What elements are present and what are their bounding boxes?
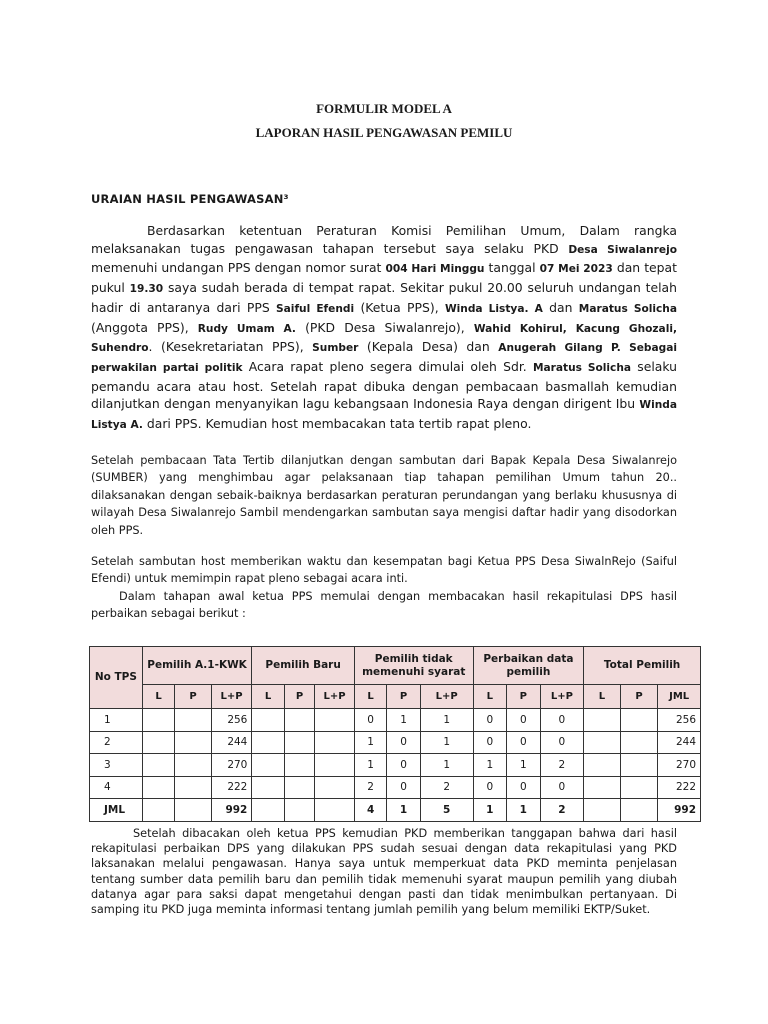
pkd-response-text: Setelah dibacakan oleh ketua PPS kemudian PKD memberikan tanggapan bahwa dari hasil rekapitulasi perbaikan DPS yang dilakukan PPS sudah sesuai dengan data rekapitulasi yang PKD laksanakan melalui pengawasan. Hanya saya untuk memperkuat data PKD meminta penjelasan tentang sumber data pemilih baru dan pemilih tidak memenuhi syarat maupun pemilih yang diubah datanya agar para saksi dapat mengetahui dengan pasti dan tidak menimbulkan pertanyaan. Di samping itu PKD juga meminta informasi tentang jumlah pemilih yang belum memiliki EKTP/Suket. bbox=[91, 827, 677, 917]
cell-tms-p: 0 bbox=[387, 776, 420, 799]
cell-perb-lp: 0 bbox=[540, 709, 584, 732]
text-run: dari PPS. Kemudian host membacakan tata tertib rapat pleno. bbox=[142, 416, 532, 432]
text-run: Berdasarkan ketentuan Peraturan Komisi Pemilihan Umum, Dalam rangka melaksanakan tugas pengawasan tahapan tersebut saya selaku PKD bbox=[91, 223, 677, 256]
cell-baru-lp bbox=[315, 776, 355, 799]
cell-a1-lp: 256 bbox=[211, 709, 252, 732]
cell-tps: 3 bbox=[90, 754, 143, 777]
cell-a1-lp: 244 bbox=[211, 731, 252, 754]
cell-baru-lp bbox=[315, 754, 355, 777]
cell-a1-l bbox=[142, 799, 174, 822]
cell-a1-p bbox=[175, 709, 212, 732]
cell-tot-jml: 992 bbox=[658, 799, 701, 822]
cell-tms-p: 0 bbox=[387, 731, 420, 754]
cell-perb-p: 1 bbox=[507, 754, 540, 777]
cell-baru-p bbox=[284, 754, 314, 777]
text-run: tanggal bbox=[484, 260, 540, 276]
recap-intro-sentence: Dalam tahapan awal ketua PPS memulai dengan membacakan hasil rekapitulasi DPS hasil perbaikan sebagai berikut : bbox=[91, 589, 677, 621]
cell-baru-l bbox=[252, 776, 284, 799]
cell-tps: 4 bbox=[90, 776, 143, 799]
report-title: LAPORAN HASIL PENGAWASAN PEMILU bbox=[255, 125, 513, 140]
cell-tms-lp: 5 bbox=[420, 799, 473, 822]
bold-run: Desa Siwalanrejo bbox=[568, 243, 677, 256]
bold-run: 004 Hari Minggu bbox=[385, 263, 485, 276]
table-row bbox=[90, 731, 701, 754]
cell-tms-p: 1 bbox=[387, 799, 420, 822]
cell-a1-p bbox=[175, 776, 212, 799]
cell-tms-lp: 2 bbox=[420, 776, 473, 799]
cell-tot-p bbox=[620, 799, 658, 822]
cell-a1-p bbox=[175, 799, 212, 822]
cell-perb-lp: 0 bbox=[540, 776, 584, 799]
cell-tms-p: 0 bbox=[387, 754, 420, 777]
dps-recap-table bbox=[89, 646, 701, 822]
subheader-p: P bbox=[507, 685, 540, 709]
text-run: Acara rapat pleno segera dimulai oleh Sdr. bbox=[242, 358, 533, 374]
cell-a1-l bbox=[142, 731, 174, 754]
text-run: (PKD Desa Siwalanrejo), bbox=[295, 319, 474, 335]
cell-baru-l bbox=[252, 799, 284, 822]
text-run: (Kepala Desa) dan bbox=[358, 339, 499, 355]
cell-tms-lp: 1 bbox=[420, 731, 473, 754]
cell-tps: JML bbox=[90, 799, 143, 822]
subheader-lp: L+P bbox=[540, 685, 584, 709]
section-heading: URAIAN HASIL PENGAWASAN³ bbox=[91, 192, 289, 206]
bold-run: Saiful Efendi bbox=[276, 302, 355, 315]
cell-tot-l bbox=[584, 731, 621, 754]
table-row bbox=[90, 754, 701, 777]
bold-run: 19.30 bbox=[129, 283, 164, 296]
plenary-sentence: Setelah sambutan host memberikan waktu dan kesempatan bagi Ketua PPS Desa SiwalnRejo (Saiful Efendi) untuk memimpin rapat pleno sebagai acara inti. bbox=[91, 555, 677, 586]
cell-perb-lp: 0 bbox=[540, 731, 584, 754]
text-run: (Anggota PPS), bbox=[91, 319, 198, 335]
cell-a1-l bbox=[142, 709, 174, 732]
table-row bbox=[90, 709, 701, 732]
subheader-p: P bbox=[620, 685, 658, 709]
bold-run: Wahid Kohirul, Kacung Ghozali, Suhendro bbox=[91, 322, 677, 355]
cell-baru-lp bbox=[315, 799, 355, 822]
cell-a1-lp: 992 bbox=[211, 799, 252, 822]
cell-tot-p bbox=[620, 709, 658, 732]
cell-tot-l bbox=[584, 709, 621, 732]
header-no-tps: No TPS bbox=[90, 647, 143, 709]
header-pemilih-tidak-memenuhi-syarat: Pemilih tidak memenuhi syarat bbox=[354, 647, 473, 685]
subheader-lp: L+P bbox=[315, 685, 355, 709]
subheader-l: L bbox=[584, 685, 621, 709]
subheader-lp: L+P bbox=[420, 685, 473, 709]
cell-tot-jml: 244 bbox=[658, 731, 701, 754]
bold-run: Winda Listya A. bbox=[91, 399, 677, 432]
cell-a1-p bbox=[175, 731, 212, 754]
text-run: saya sudah berada di tempat rapat. Sekitar pukul 20.00 seluruh undangan telah hadir di antaranya dari PPS bbox=[91, 280, 677, 315]
cell-tot-jml: 270 bbox=[658, 754, 701, 777]
cell-perb-l: 0 bbox=[473, 731, 506, 754]
cell-perb-l: 0 bbox=[473, 776, 506, 799]
cell-baru-l bbox=[252, 731, 284, 754]
cell-a1-l bbox=[142, 776, 174, 799]
cell-tot-p bbox=[620, 754, 658, 777]
cell-perb-p: 1 bbox=[507, 799, 540, 822]
cell-a1-p bbox=[175, 754, 212, 777]
table-total-row bbox=[90, 799, 701, 822]
cell-tot-l bbox=[584, 799, 621, 822]
cell-baru-lp bbox=[315, 731, 355, 754]
cell-perb-l: 1 bbox=[473, 799, 506, 822]
text-run: dan tepat pukul bbox=[91, 260, 677, 296]
text-run: dan bbox=[542, 299, 579, 315]
cell-baru-l bbox=[252, 754, 284, 777]
cell-baru-p bbox=[284, 776, 314, 799]
table-body bbox=[90, 709, 701, 822]
subheader-l: L bbox=[252, 685, 284, 709]
form-title: FORMULIR MODEL A bbox=[316, 101, 452, 116]
cell-tot-p bbox=[620, 776, 658, 799]
header-pemilih-baru: Pemilih Baru bbox=[252, 647, 355, 685]
subheader-l: L bbox=[473, 685, 506, 709]
paragraph-pkd-response bbox=[91, 826, 677, 917]
cell-perb-lp: 2 bbox=[540, 754, 584, 777]
paragraph-plenary bbox=[91, 553, 677, 623]
cell-tot-jml: 222 bbox=[658, 776, 701, 799]
cell-baru-lp bbox=[315, 709, 355, 732]
cell-baru-l bbox=[252, 709, 284, 732]
cell-tms-l: 1 bbox=[354, 754, 386, 777]
bold-run: Rudy Umam A. bbox=[197, 322, 296, 335]
cell-tms-l: 4 bbox=[354, 799, 386, 822]
cell-baru-p bbox=[284, 731, 314, 754]
cell-a1-l bbox=[142, 754, 174, 777]
bold-run: Maratus Solicha bbox=[578, 302, 678, 315]
header-pemilih-a1kwk: Pemilih A.1-KWK bbox=[142, 647, 252, 685]
text-run: (Ketua PPS), bbox=[354, 299, 445, 315]
cell-a1-lp: 270 bbox=[211, 754, 252, 777]
subheader-p: P bbox=[387, 685, 420, 709]
paragraph-welcome-speech: Setelah pembacaan Tata Tertib dilanjutkan dengan sambutan dari Bapak Kepala Desa Siwalanrejo (SUMBER) yang menghimbau agar pelaksanaan tiap tahapan pemilihan Umum tahun 20.. dilaksanakan dengan sebaik-baiknya berdasarkan peraturan perundangan yang berlaku khususnya di wilayah Desa Siwalanrejo Sambil mendengarkan sambutan saya mengisi daftar hadir yang disodorkan oleh PPS. bbox=[91, 454, 677, 537]
paragraph-intro bbox=[91, 222, 677, 435]
header-perbaikan-data: Perbaikan data pemilih bbox=[473, 647, 584, 685]
cell-a1-lp: 222 bbox=[211, 776, 252, 799]
cell-tot-l bbox=[584, 754, 621, 777]
cell-tot-l bbox=[584, 776, 621, 799]
cell-perb-p: 0 bbox=[507, 709, 540, 732]
cell-tms-lp: 1 bbox=[420, 709, 473, 732]
cell-tot-p bbox=[620, 731, 658, 754]
header-total-pemilih: Total Pemilih bbox=[584, 647, 701, 685]
cell-perb-lp: 2 bbox=[540, 799, 584, 822]
table-row bbox=[90, 776, 701, 799]
bold-run: Maratus Solicha bbox=[532, 361, 632, 374]
cell-tps: 2 bbox=[90, 731, 143, 754]
cell-tot-jml: 256 bbox=[658, 709, 701, 732]
cell-perb-l: 1 bbox=[473, 754, 506, 777]
bold-run: Sumber bbox=[312, 342, 359, 355]
cell-perb-p: 0 bbox=[507, 731, 540, 754]
text-run: memenuhi undangan PPS dengan nomor surat bbox=[91, 260, 386, 276]
cell-perb-l: 0 bbox=[473, 709, 506, 732]
text-run: . (Kesekretariatan PPS), bbox=[148, 339, 313, 355]
cell-tps: 1 bbox=[90, 709, 143, 732]
cell-tms-l: 1 bbox=[354, 731, 386, 754]
bold-run: Winda Listya. A bbox=[444, 302, 543, 315]
cell-baru-p bbox=[284, 709, 314, 732]
table-subheader-row bbox=[90, 685, 701, 709]
cell-tms-p: 1 bbox=[387, 709, 420, 732]
subheader-jml: JML bbox=[658, 685, 701, 709]
bold-run: 07 Mei 2023 bbox=[539, 263, 613, 276]
subheader-p: P bbox=[175, 685, 212, 709]
cell-perb-p: 0 bbox=[507, 776, 540, 799]
bold-run: Anugerah Gilang P. Sebagai perwakilan partai politik bbox=[91, 342, 677, 374]
table-header-row bbox=[90, 647, 701, 685]
subheader-l: L bbox=[354, 685, 386, 709]
cell-tms-lp: 1 bbox=[420, 754, 473, 777]
cell-baru-p bbox=[284, 799, 314, 822]
cell-tms-l: 0 bbox=[354, 709, 386, 732]
cell-tms-l: 2 bbox=[354, 776, 386, 799]
text-run: selaku pemandu acara atau host. Setelah rapat dibuka dengan pembacaan basmallah kemudian dilanjutkan dengan menyanyikan lagu kebangsaan Indonesia Raya dengan dirigent Ibu bbox=[91, 358, 677, 412]
subheader-p: P bbox=[284, 685, 314, 709]
subheader-l: L bbox=[142, 685, 174, 709]
subheader-lp: L+P bbox=[211, 685, 252, 709]
